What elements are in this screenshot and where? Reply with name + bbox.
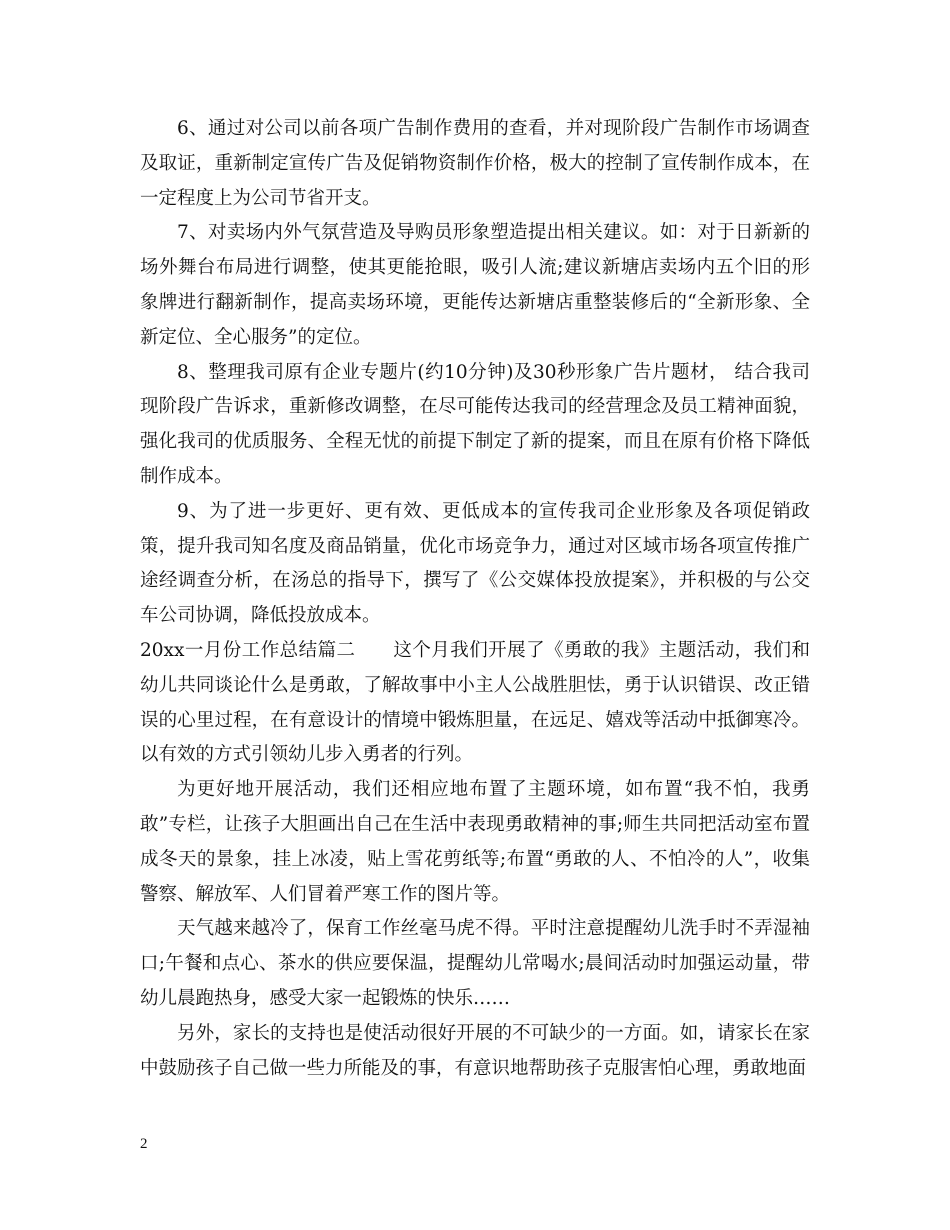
paragraph-item-8: 8、整理我司原有企业专题片(约10分钟)及30秒形象广告片题材， 结合我司现阶段广告诉求，重新修改调整，在尽可能传达我司的经营理念及员工精神面貌，强化我司的优质服务、全程无忧的前提下制定了新的提案，而且在原有价格下降低制作成本。 [140, 361, 810, 487]
page-number: 2 [140, 1136, 148, 1152]
paragraph-item-7: 7、对卖场内外气氛营造及导购员形象塑造提出相关建议。如：对于日新新的场外舞台布局进行调整，使其更能抢眼，吸引人流;建议新塘店卖场内五个旧的形象牌进行翻新制作，提高卖场环境，更能传达新塘店重整装修后的“全新形象、全新定位、全心服务”的定位。 [140, 222, 810, 348]
paragraph-item-9: 9、为了进一步更好、更有效、更低成本的宣传我司企业形象及各项促销政策，提升我司知名度及商品销量，优化市场竞争力，通过对区域市场各项宣传推广途经调查分析，在汤总的指导下，撰写了《公交媒体投放提案》，并积极的与公交车公司协调，降低投放成本。 [140, 500, 810, 627]
paragraph-item-6: 6、通过对公司以前各项广告制作费用的查看，并对现阶段广告制作市场调查及取证，重新制定宣传广告及促销物资制作价格，极大的控制了宣传制作成本，在一定程度上为公司节省开支。 [140, 118, 810, 209]
paragraph-environment: 为更好地开展活动，我们还相应地布置了主题环境，如布置“我不怕，我勇敢”专栏，让孩子大胆画出自己在生活中表现勇敢精神的事;师生共同把活动室布置成冬天的景象，挂上冰凌，贴上雪花剪纸等;布置“勇敢的人、不怕冷的人”，收集警察、解放军、人们冒着严寒工作的图片等。 [140, 779, 810, 905]
paragraph-section-two: 20xx一月份工作总结篇二 这个月我们开展了《勇敢的我》主题活动，我们和幼儿共同谈论什么是勇敢，了解故事中小主人公战胜胆怯，勇于认识错误、改正错误的心里过程，在有意设计的情境中锻炼胆量，在远足、嬉戏等活动中抵御寒冷。以有效的方式引领幼儿步入勇者的行列。 [140, 639, 810, 766]
paragraph-parents: 另外，家长的支持也是使活动很好开展的不可缺少的一方面。如，请家长在家中鼓励孩子自己做一些力所能及的事，有意识地帮助孩子克服害怕心理，勇敢地面 [140, 1022, 810, 1079]
document-body [140, 112, 810, 1086]
paragraph-care: 天气越来越冷了，保育工作丝毫马虎不得。平时注意提醒幼儿洗手时不弄湿袖口;午餐和点心、茶水的供应要保温，提醒幼儿常喝水;晨间活动时加强运动量，带幼儿晨跑热身，感受大家一起锻炼的快乐…… [140, 918, 810, 1009]
